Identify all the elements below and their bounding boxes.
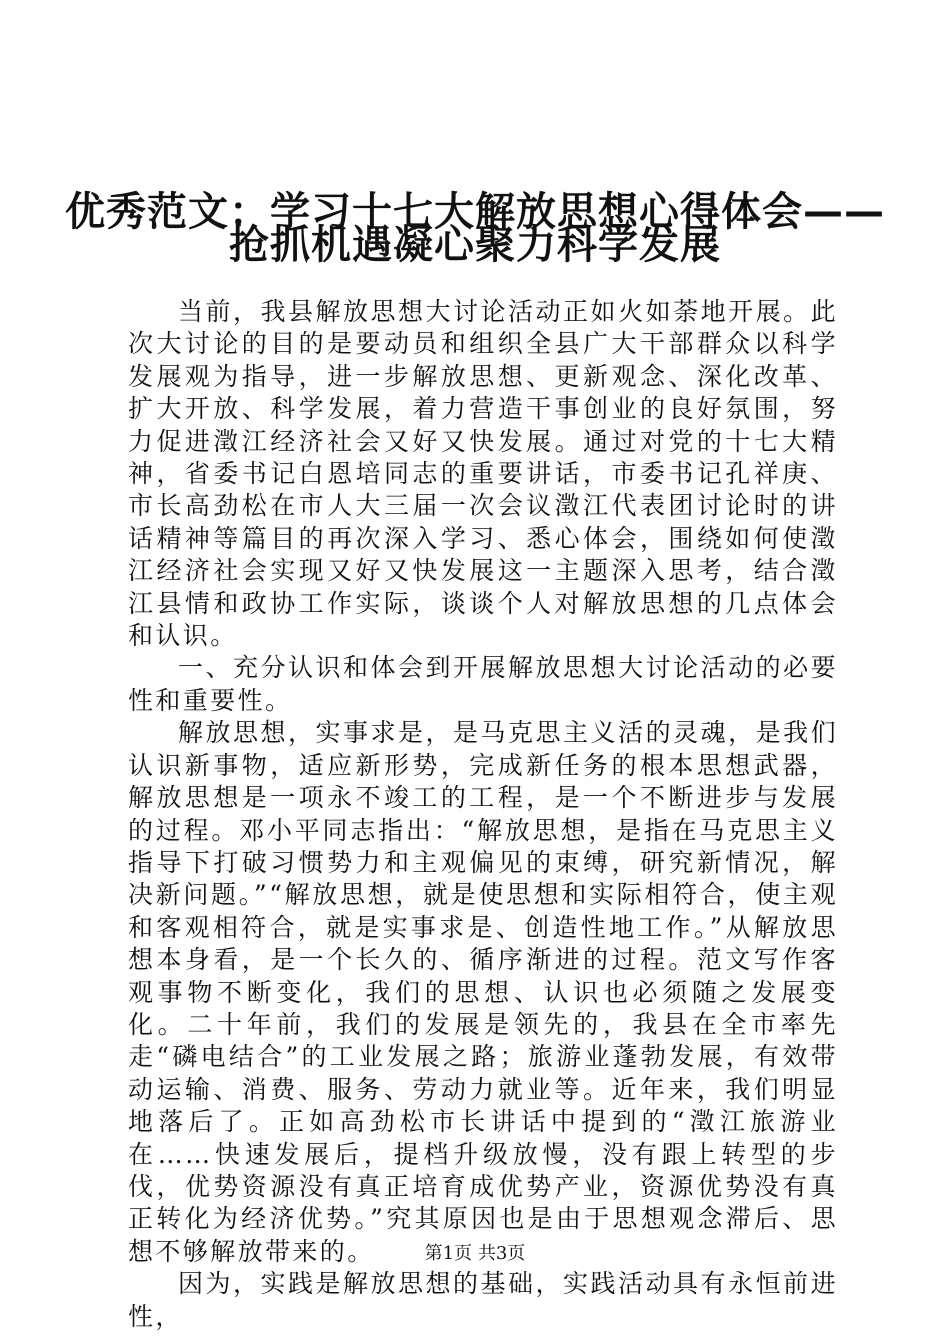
paragraph-section-1: 解放思想，实事求是，是马克思主义活的灵魂，是我们认识新事物，适应新形势，完成新任务的根本思想武器，解放思想是一项永不竣工的工程，是一个不断进步与发展的过程。邓小平同志指出：“解放思想，是指在马克思主义指导下打破习惯势力和主观偏见的束缚，研究新情况，解决新问题。”“解放思想，就是使思想和实际相符合，使主观和客观相符合，就是实事求是、创造性地工作。”从解放思想本身看，是一个长久的、循序渐进的过程。范文写作客观事物不断变化，我们的思想、认识也必须随之发展变化。二十年前，我们的发展是领先的，我县在全市率先走“磷电结合”的工业发展之路；旅游业蓬勃发展，有效带动运输、消费、服务、劳动力就业等。近年来，我们明显地落后了。正如高劲松市长讲话中提到的“澂江旅游业在……快速发展后，提档升级放慢，没有跟上转型的步伐，优势资源没有真正培育成优势产业，资源优势没有真正转化为经济优势。”究其原因也是由于思想观念滞后、思想不够解放带来的。 — [128, 718, 838, 1266]
paragraph-continued: 因为，实践是解放思想的基础，实践活动具有永恒前进性， — [128, 1269, 838, 1331]
document-title-line-1: 优秀范文：学习十七大解放思想心得体会—— — [65, 189, 885, 235]
paragraph-intro: 当前，我县解放思想大讨论活动正如火如荼地开展。此次大讨论的目的是要动员和组织全县广大干部群众以科学发展观为指导，进一步解放思想、更新观念、深化改革、扩大开放、科学发展，着力营造干事创业的良好氛围，努力促进澂江经济社会又好又快发展。通过对党的十七大精神，省委书记白恩培同志的重要讲话，市委书记孔祥庚、市长高劲松在市人大三届一次会议澂江代表团讨论时的讲话精神等篇目的再次深入学习、悉心体会，围绕如何使澂江经济社会实现又好又快发展这一主题深入思考，结合澂江县情和政协工作实际，谈谈个人对解放思想的几点体会和认识。 — [128, 297, 838, 651]
document-body — [128, 296, 838, 1333]
document-title-line-2: 抢抓机遇凝心聚力科学发展 — [229, 222, 721, 268]
page-indicator: 第1页 共3页 — [424, 1243, 526, 1264]
section-heading-1: 一、充分认识和体会到开展解放思想大讨论活动的必要性和重要性。 — [128, 653, 838, 715]
